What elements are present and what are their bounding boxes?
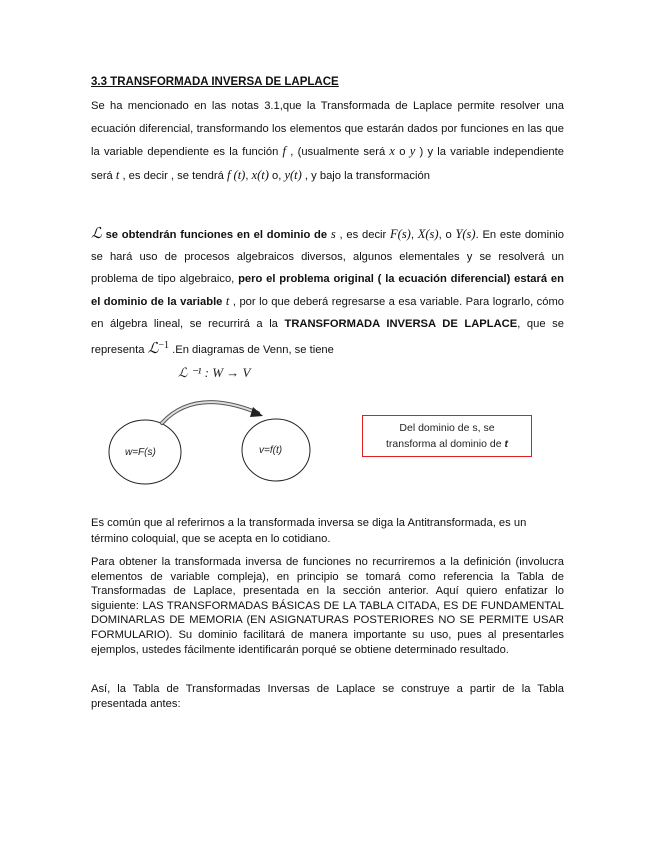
section-title: 3.3 TRANSFORMADA INVERSA DE LAPLACE — [91, 76, 339, 88]
transform-arrow — [162, 402, 258, 423]
text: , que se representa — [91, 318, 564, 356]
note-line-1: Del dominio de s, se — [399, 422, 495, 434]
text: o — [394, 146, 410, 158]
math-yt: y(t) — [284, 167, 302, 182]
mapping-label: ℒ ⁻¹ : W → V — [178, 365, 251, 380]
math-y: y — [409, 144, 416, 158]
math-s: s — [330, 227, 336, 241]
text: , es decir , se tendrá — [119, 169, 227, 182]
math-t: t — [115, 167, 120, 182]
inverse-laplace-symbol: ℒ — [147, 339, 159, 357]
text: , o — [438, 229, 456, 241]
text: o, — [268, 169, 285, 182]
text: .En diagramas de Venn, se tiene — [169, 344, 334, 356]
text-bold: pero el problema original ( la ecuación diferencial) estará en el dominio de la variable — [91, 273, 564, 308]
text-bold: TRANSFORMADA INVERSA DE LAPLACE — [284, 318, 518, 330]
text: , es decir — [335, 229, 391, 241]
laplace-symbol: ℒ — [91, 224, 102, 242]
superscript: −1 — [158, 340, 170, 351]
math-Xs: X(s) — [417, 227, 439, 241]
math-ft: f (t) — [226, 167, 246, 182]
math-t: t — [504, 438, 508, 450]
note-line-2 — [363, 436, 531, 452]
math-t: t — [225, 294, 230, 308]
math-Ys: Y(s) — [455, 227, 476, 241]
venn-diagram — [100, 355, 320, 495]
math-f: f — [282, 144, 287, 158]
math-x: x — [389, 144, 395, 158]
text-bold: se obtendrán funciones en el dominio de — [101, 229, 328, 241]
text: , (usualmente será — [286, 146, 390, 158]
paragraph-table-intro: Así, la Tabla de Transformadas Inversas de Laplace se construye a partir de la Tabla presentada antes: — [91, 683, 564, 710]
text: transforma al dominio de — [386, 438, 505, 450]
text: , por lo que deberá regresarse a esa variable. Para lograrlo, cómo en álgebra lineal, se recurrirá a la — [91, 296, 565, 330]
paragraph-method: Para obtener la transformada inversa de funciones no recurriremos a la definición (involucra elementos de variable compleja), en principio se tomará como referencia la Tabla de Transformadas de Laplace, presentada en la sección anterior. Aquí quiero enfatizar lo siguiente: LAS TRANSFORMADAS BÁSICAS DE LA TABLA CITADA, ES DE FUNDAMENTAL DOMINARLAS DE MEMORIA (EN ASIGNATURAS POSTERIORES NO SE PERMITE USAR FORMULARIO). Su dominio facilitará de manera importante su uso, pues al presentarles ejemplos, ustedes fácilmente identificarán porqué se obtiene determinado resultado. — [91, 556, 564, 656]
right-set-label: v=f(t) — [259, 445, 283, 456]
text: , y bajo la transformación — [301, 169, 430, 182]
paragraph-domain: ℒ se obtendrán funciones en el dominio de s , es decir F(s), X(s), o Y(s). En este dominio se hará uso de procesos algebraicos diversos, algunos elementales y se resolverá un problema de tipo algebraico, pero el problema original ( la ecuación diferencial) estará en el dominio de la variable t , por lo que deberá regresarse a esa variable. Para lograrlo, cómo en álgebra lineal, se recurrirá a la TRANSFORMADA INVERSA DE LAPLACE, que se representa ℒ−1 .En diagramas de Venn, se tiene — [91, 224, 565, 357]
math-xt: x(t) — [251, 167, 269, 182]
text: . En este dominio se hará uso de procesos algebraicos diversos, algunos elementales y se resolverá un problema de tipo algebraico, — [91, 229, 565, 285]
text: ) y la variable independiente será — [91, 146, 564, 182]
text: Se ha mencionado en las notas 3.1,que la Transformada de Laplace permite resolver una ecuación diferencial, transformando los elementos que estarán dados por funciones en las que la variable dependiente es la función — [91, 100, 564, 158]
paragraph-intro: Se ha mencionado en las notas 3.1,que la Transformada de Laplace permite resolver una ecuación diferencial, transformando los elementos que estarán dados por funciones en las que la variable dependiente es la función f , (usualmente será x o y ) y la variable independiente será t , es decir , se tendrá f (t), x(t) o, y(t) , y bajo la transformación — [91, 100, 564, 182]
paragraph-antitransform: Es común que al referirnos a la transformada inversa se diga la Antitransformada, es un término coloquial, que se acepta en lo cotidiano. — [91, 517, 527, 545]
math-Fs: F(s) — [390, 227, 411, 241]
left-set-label: w=F(s) — [125, 447, 156, 458]
domain-note-box — [362, 415, 532, 457]
